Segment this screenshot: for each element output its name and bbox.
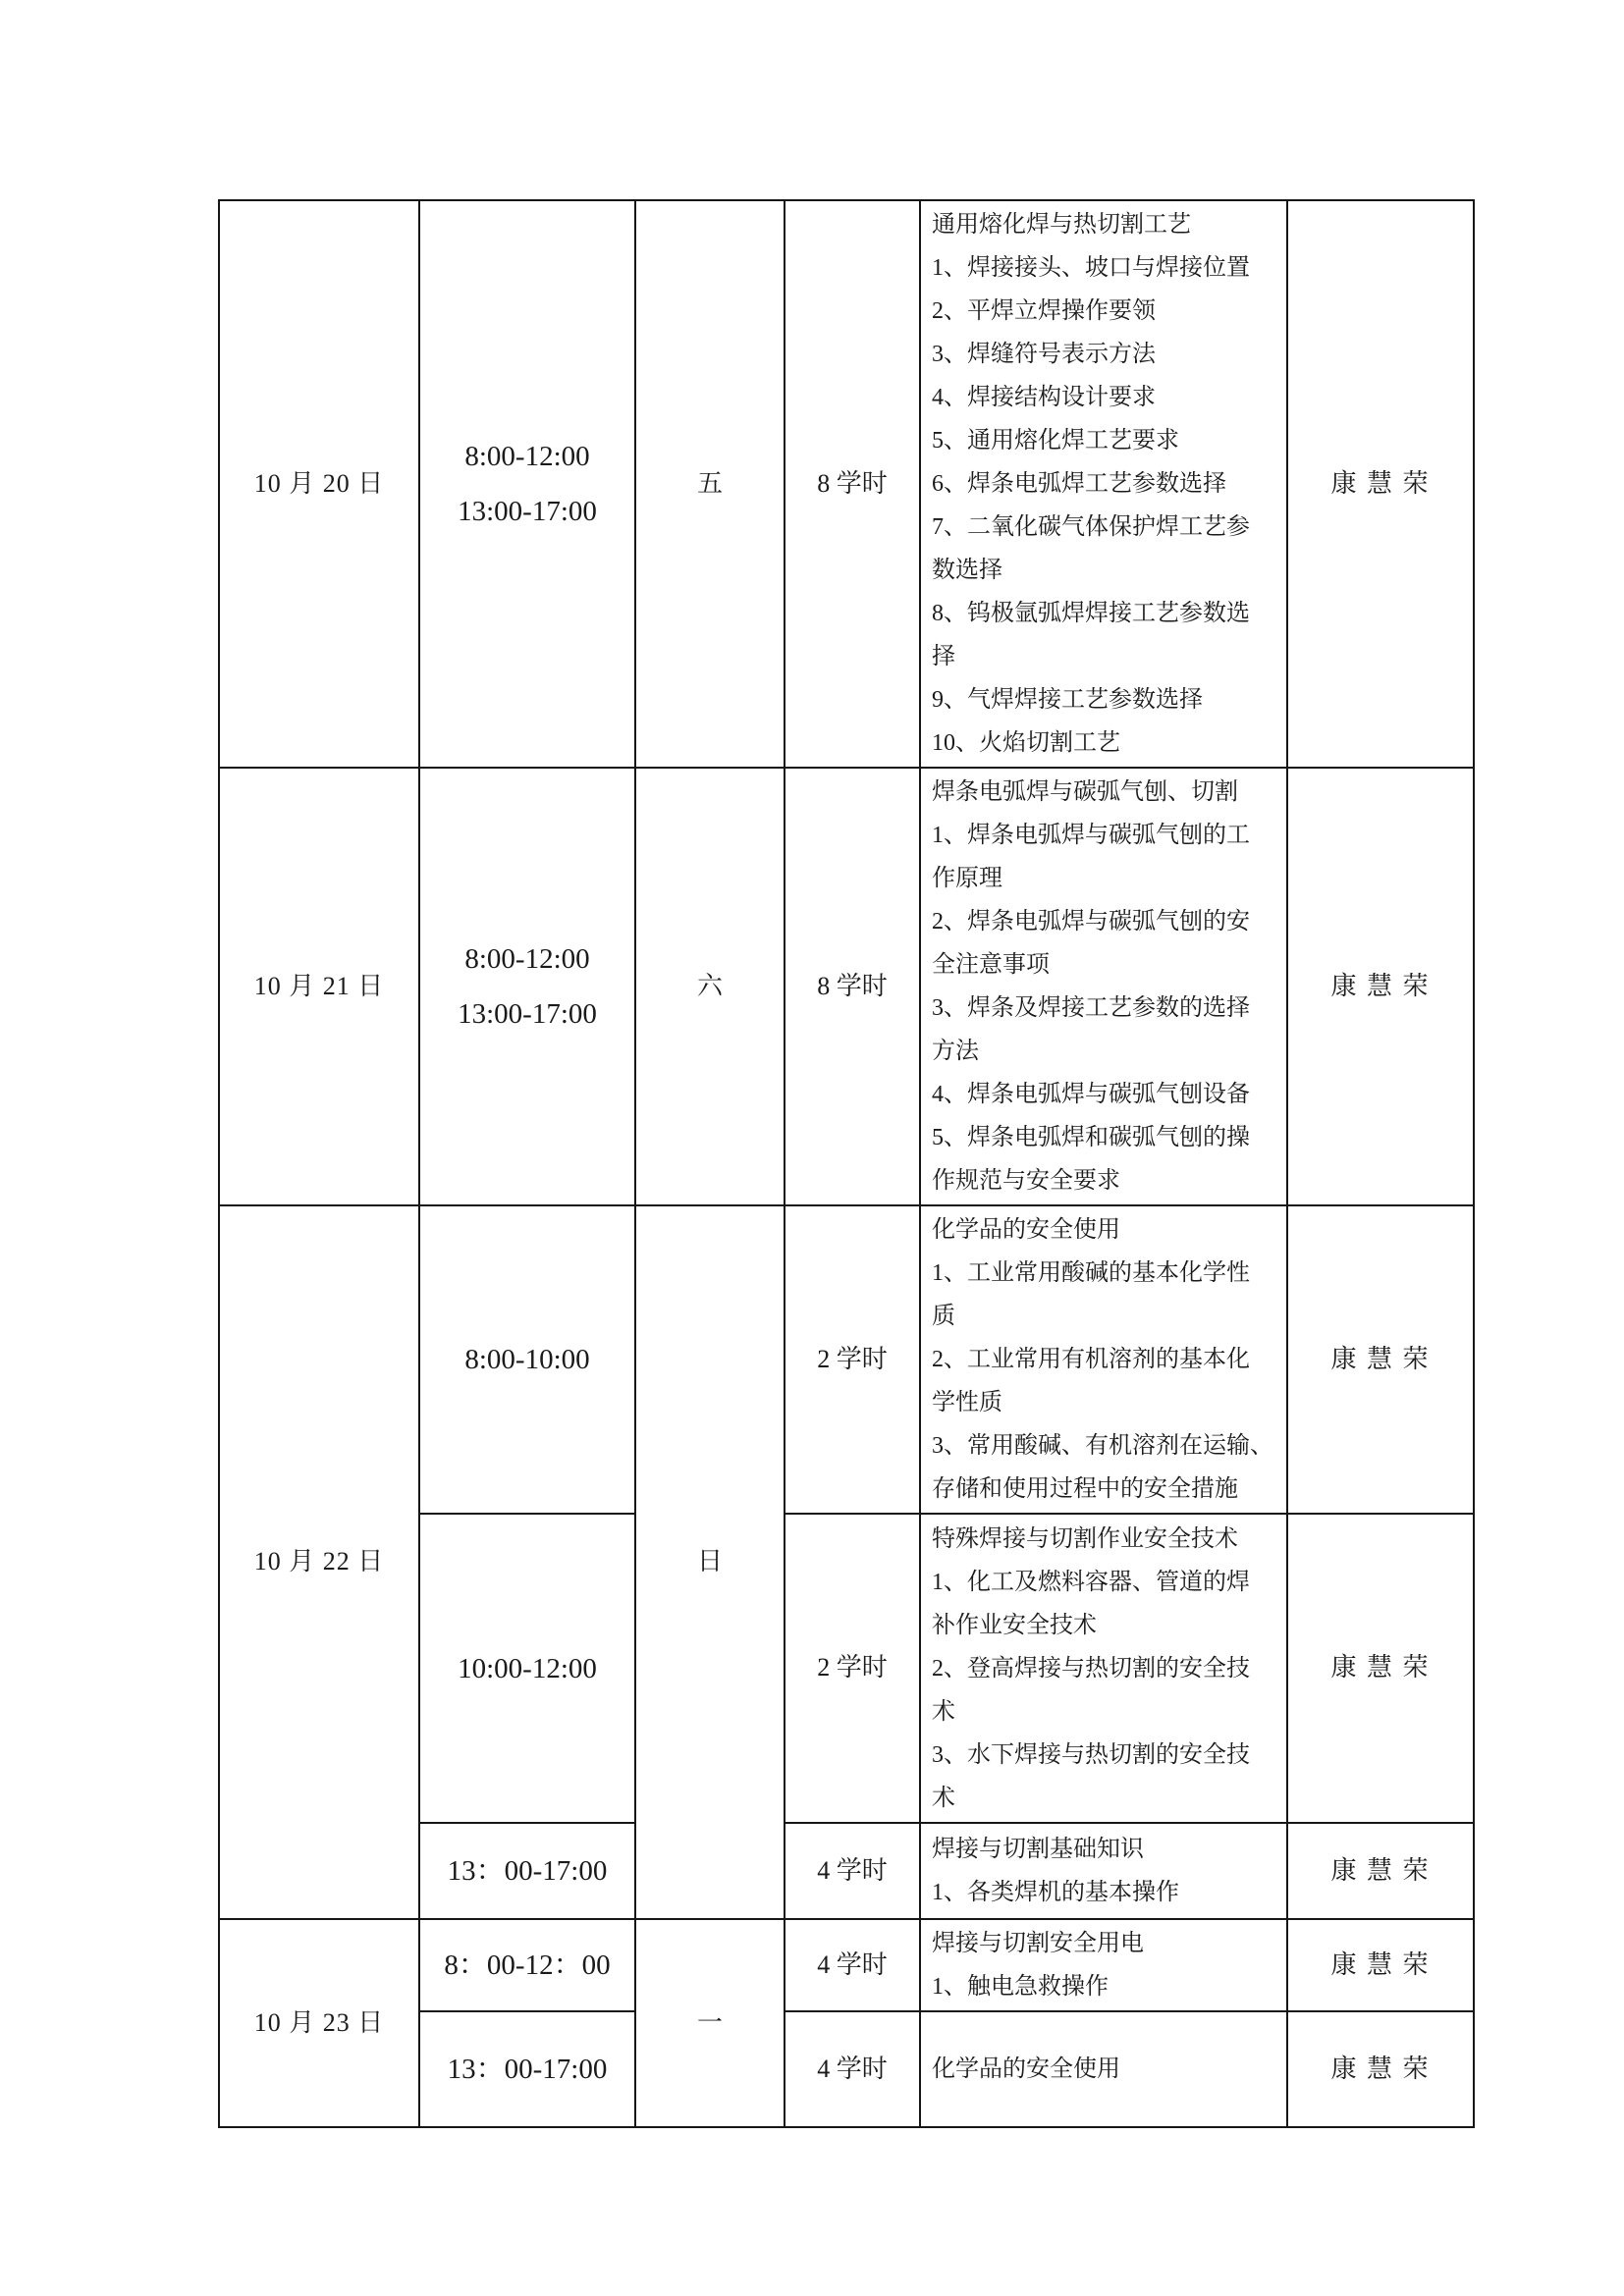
content-line: 特殊焊接与切割作业安全技术 [932, 1525, 1238, 1552]
content-cell [920, 1514, 1287, 1823]
table-row [219, 768, 1474, 1205]
time-cell [419, 2011, 635, 2127]
date-cell: 10 月 23 日 [219, 1919, 419, 2127]
content-line: 2、登高焊接与热切割的安全技 [932, 1655, 1250, 1682]
content-line: 7、二氧化碳气体保护焊工艺参 [932, 514, 1250, 540]
date-cell: 10 月 21 日 [219, 768, 419, 1205]
content-cell [920, 1205, 1287, 1514]
content-line: 方法 [932, 1039, 979, 1064]
hours-cell: 4 学时 [785, 2011, 920, 2127]
weekday-cell: 一 [635, 1919, 785, 2127]
content-cell [920, 1919, 1287, 2011]
time-cell [419, 200, 635, 768]
teacher-cell: 康 慧 荣 [1287, 1823, 1474, 1919]
content-line: 2、工业常用有机溶剂的基本化 [932, 1347, 1250, 1372]
content-line: 3、常用酸碱、有机溶剂在运输、 [932, 1433, 1273, 1459]
teacher-cell: 康 慧 荣 [1287, 2011, 1474, 2127]
content-line: 9、气焊焊接工艺参数选择 [932, 687, 1203, 713]
content-line: 焊接与切割基础知识 [932, 1837, 1144, 1862]
teacher-cell: 康 慧 荣 [1287, 768, 1474, 1205]
content-line: 8、钨极氩弧焊焊接工艺参数选 [932, 601, 1250, 626]
teacher-cell: 康 慧 荣 [1287, 1919, 1474, 2011]
content-line: 择 [932, 644, 955, 669]
hours-cell: 2 学时 [785, 1514, 920, 1823]
content-line: 4、焊条电弧焊与碳弧气刨设备 [932, 1082, 1250, 1107]
training-schedule-table [218, 199, 1475, 2128]
content-line: 全注意事项 [932, 952, 1050, 978]
time-line: 8:00-12:00 [464, 441, 590, 472]
teacher-cell: 康 慧 荣 [1287, 1514, 1474, 1823]
table-row [219, 1205, 1474, 1514]
content-line: 5、通用熔化焊工艺要求 [932, 428, 1179, 454]
content-line: 焊条电弧焊与碳弧气刨、切割 [932, 779, 1238, 805]
content-line: 术 [932, 1785, 955, 1811]
content-line: 1、焊条电弧焊与碳弧气刨的工 [932, 823, 1250, 848]
content-cell [920, 768, 1287, 1205]
date-cell: 10 月 22 日 [219, 1205, 419, 1919]
weekday-cell: 六 [635, 768, 785, 1205]
time-cell [419, 1919, 635, 2011]
content-line: 10、火焰切割工艺 [932, 730, 1120, 756]
weekday-cell: 日 [635, 1205, 785, 1919]
hours-cell: 8 学时 [785, 200, 920, 768]
content-line: 作规范与安全要求 [932, 1168, 1120, 1194]
time-line: 13：00-17:00 [447, 1855, 608, 1887]
content-line: 2、焊条电弧焊与碳弧气刨的安 [932, 909, 1250, 934]
content-line: 术 [932, 1698, 955, 1725]
hours-cell: 2 学时 [785, 1205, 920, 1514]
content-cell [920, 200, 1287, 768]
content-line: 补作业安全技术 [932, 1612, 1097, 1638]
content-line: 1、工业常用酸碱的基本化学性 [932, 1260, 1250, 1286]
content-line: 化学品的安全使用 [932, 1217, 1120, 1243]
content-line: 2、平焊立焊操作要领 [932, 298, 1156, 324]
weekday-cell: 五 [635, 200, 785, 768]
content-line: 4、焊接结构设计要求 [932, 385, 1156, 410]
content-line: 5、焊条电弧焊和碳弧气刨的操 [932, 1125, 1250, 1150]
content-line: 1、化工及燃料容器、管道的焊 [932, 1569, 1250, 1595]
time-cell [419, 1514, 635, 1823]
hours-cell: 4 学时 [785, 1919, 920, 2011]
content-cell [920, 2011, 1287, 2127]
content-line: 1、焊接接头、坡口与焊接位置 [932, 255, 1250, 281]
time-cell [419, 768, 635, 1205]
table-row [219, 1919, 1474, 2011]
content-line: 1、各类焊机的基本操作 [932, 1880, 1179, 1905]
content-line: 焊接与切割安全用电 [932, 1931, 1144, 1956]
content-line: 质 [932, 1304, 955, 1329]
teacher-cell: 康 慧 荣 [1287, 1205, 1474, 1514]
content-line: 存储和使用过程中的安全措施 [932, 1476, 1238, 1502]
content-line: 3、焊条及焊接工艺参数的选择 [932, 995, 1250, 1021]
time-line: 13：00-17:00 [447, 2054, 608, 2085]
teacher-cell: 康 慧 荣 [1287, 200, 1474, 768]
hours-cell: 8 学时 [785, 768, 920, 1205]
hours-cell: 4 学时 [785, 1823, 920, 1919]
content-cell [920, 1823, 1287, 1919]
table-row [219, 200, 1474, 768]
time-line: 8:00-12:00 [464, 943, 590, 975]
time-line: 8:00-10:00 [464, 1344, 590, 1375]
content-line: 6、焊条电弧焊工艺参数选择 [932, 471, 1226, 497]
time-line: 10:00-12:00 [458, 1652, 597, 1684]
time-cell [419, 1823, 635, 1919]
content-line: 学性质 [932, 1390, 1002, 1415]
content-line: 通用熔化焊与热切割工艺 [932, 212, 1191, 238]
time-line: 8：00-12：00 [444, 1949, 611, 1981]
content-line: 化学品的安全使用 [932, 2056, 1120, 2082]
date-cell: 10 月 20 日 [219, 200, 419, 768]
content-line: 1、触电急救操作 [932, 1974, 1109, 2000]
time-line: 13:00-17:00 [458, 998, 597, 1030]
time-line: 13:00-17:00 [458, 496, 597, 527]
content-line: 数选择 [932, 558, 1002, 583]
content-line: 作原理 [932, 866, 1002, 891]
content-line: 3、水下焊接与热切割的安全技 [932, 1741, 1250, 1768]
content-line: 3、焊缝符号表示方法 [932, 342, 1156, 367]
time-cell [419, 1205, 635, 1514]
